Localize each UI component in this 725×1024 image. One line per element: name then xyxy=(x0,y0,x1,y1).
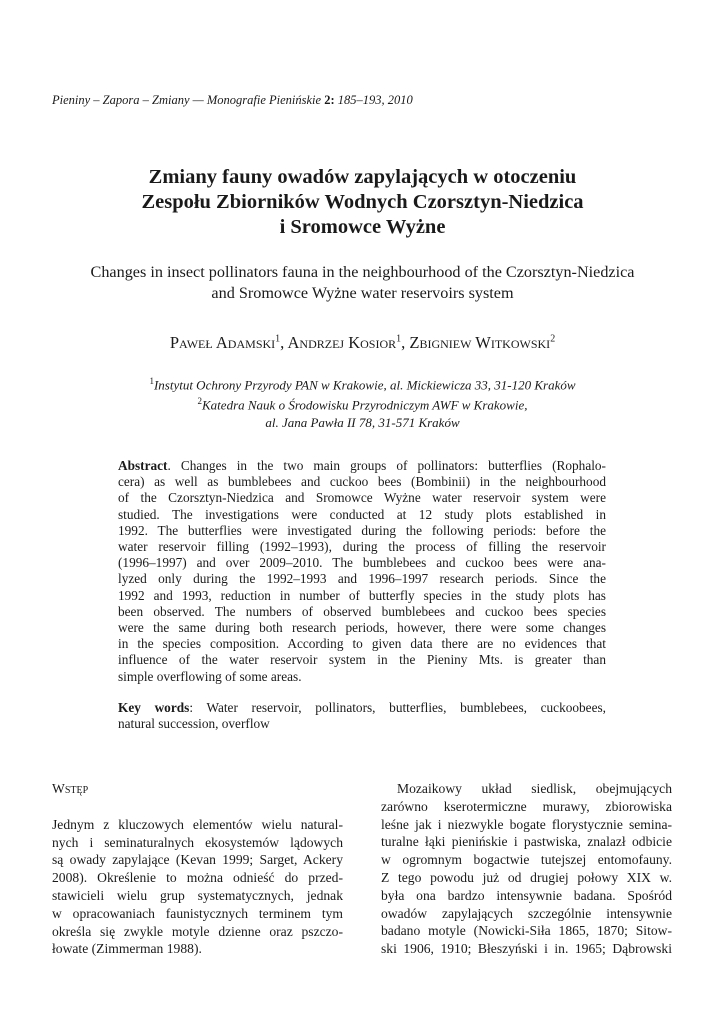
body-line: w opracowaniach faunistycznych terminem tym xyxy=(52,905,343,921)
body-line: 2008). Określenie to można odnieść do przed- xyxy=(52,870,343,886)
title-line: Zespołu Zbiorników Wodnych Czorsztyn-Niedzica xyxy=(141,191,584,213)
abstract-line: were the same during both research periods, however, there were some changes xyxy=(118,620,606,636)
body-line: Z tego powodu już od drugiej połowy XIX w. xyxy=(381,869,672,885)
section-heading: Wstęp xyxy=(52,781,89,796)
body-line: badano motyle (Nowicki-Siła 1865, 1870; Sitow- xyxy=(381,923,672,939)
abstract-line: 1992 and 1993, reduction in number of butterfly species in the study plots has xyxy=(118,587,606,603)
body-line: określa się zwykle motyle dzienne oraz pszczo- xyxy=(52,923,343,939)
author-affiliation-mark: 1 xyxy=(275,333,281,345)
author-separator: , xyxy=(401,333,410,352)
title-line: Zmiany fauny owadów zapylających w otoczeniu xyxy=(148,166,577,188)
abstract xyxy=(118,458,606,685)
abstract-line: Abstract. Changes in the two main groups of pollinators: butterflies (Rophalo- xyxy=(118,458,606,473)
affiliations xyxy=(40,373,685,431)
abstract-line: in the species composition. According to given data there are no evidences that xyxy=(118,636,606,652)
subtitle-line: and Sromowce Wyżne water reservoirs system xyxy=(211,284,514,302)
body-line: ski 1906, 1910; Błeszyński i in. 1965; Dąbrowski xyxy=(381,941,672,957)
english-title xyxy=(50,262,675,304)
keywords-label: Key words xyxy=(118,700,190,715)
keywords-line: Key words: Water reservoir, pollinators, butterflies, bumblebees, cuckoobees, xyxy=(118,700,606,715)
body-line: turalne łąki pienińskie i pastwiska, znalazł odbicie xyxy=(381,834,672,850)
article-title xyxy=(60,165,665,240)
body-line: w ogromnym bogactwie tutejszej entomofauny. xyxy=(381,852,672,868)
subtitle-line: Changes in insect pollinators fauna in the neighbourhood of the Czorsztyn-Niedzica xyxy=(90,263,635,281)
body-line: była ona bardzo intensywnie badana. Spośród xyxy=(381,887,672,903)
body-line: Mozaikowy układ siedlisk, obejmujących xyxy=(397,781,672,796)
body-line: Jednym z kluczowych elementów wielu natural- xyxy=(52,816,343,832)
abstract-line: simple overflowing of some areas. xyxy=(118,668,302,684)
left-column xyxy=(52,780,343,958)
body-line: owadów zapylających szczególnie intensywnie xyxy=(381,905,672,921)
keywords xyxy=(118,700,606,732)
journal-pages: 185–193, 2010 xyxy=(337,93,413,107)
abstract-line: influence of the water reservoir system in the Pieniny Mts. is greater than xyxy=(118,652,606,668)
abstract-line: cera) as well as bumblebees and cuckoo bees (Bombinii) in the neighbourhood xyxy=(118,474,606,490)
affiliation-line: al. Jana Pawła II 78, 31-571 Kraków xyxy=(265,414,460,430)
journal-series: Pieniny – Zapora – Zmiany — Monografie Pienińskie xyxy=(52,93,322,107)
body-line: nych i seminaturalnych ekosystemów lądowych xyxy=(52,834,343,850)
author-name: Zbigniew Witkowski xyxy=(409,333,551,352)
keywords-line: natural succession, overflow xyxy=(118,716,270,732)
affiliation-line: $^1$Instytut Ochrony Przyrody PAN w Krakowie, al. Mickiewicza 33, 31-120 Kraków xyxy=(149,376,576,393)
abstract-line: (1996–1997) and over 2009–2010. The bumblebees and cuckoo bees were ana- xyxy=(118,555,606,571)
author-name: Andrzej Kosior xyxy=(287,333,397,352)
title-line: i Sromowce Wyżne xyxy=(279,216,446,238)
author-affiliation-mark: 2 xyxy=(550,333,556,345)
abstract-line: been observed. The numbers of observed bumblebees and cuckoo bees species xyxy=(118,603,606,619)
author-name: Paweł Adamski xyxy=(169,333,276,352)
running-header xyxy=(52,93,652,108)
affiliation-line: $^2$Katedra Nauk o Środowisku Przyrodniczym AWF w Krakowie, xyxy=(197,396,528,413)
journal-volume: 2: xyxy=(324,93,335,107)
author-separator: , xyxy=(280,333,288,352)
abstract-line: of the Czorsztyn-Niedzica and Sromowce Wyżne water reservoir system were xyxy=(118,490,606,506)
abstract-line: 1992. The butterflies were investigated during the following periods: before the xyxy=(118,522,606,538)
author-affiliation-mark: 1 xyxy=(396,333,402,345)
body-line: zarówno kserotermiczne murawy, zbiorowiska xyxy=(381,798,672,814)
abstract-line: studied. The investigations were conducted at 12 study plots established in xyxy=(118,506,606,522)
body-line: stawicieli wielu grup systematycznych, jednak xyxy=(52,887,343,903)
body-line: leśne jak i niezwykle bogate florystycznie semina- xyxy=(381,816,672,832)
body-line: są owady zapylające (Kevan 1999; Sarget, Ackery xyxy=(52,852,343,868)
abstract-line: lyzed only during the 1992–1993 and 1996–1997 research periods. Since the xyxy=(118,571,606,587)
author-list xyxy=(40,333,685,353)
abstract-label: Abstract xyxy=(118,458,168,473)
abstract-line: water reservoir filling (1992–1993), during the process of filling the reservoir xyxy=(118,539,606,555)
right-column xyxy=(381,780,672,958)
body-line: łowate (Zimmerman 1988). xyxy=(52,941,202,957)
